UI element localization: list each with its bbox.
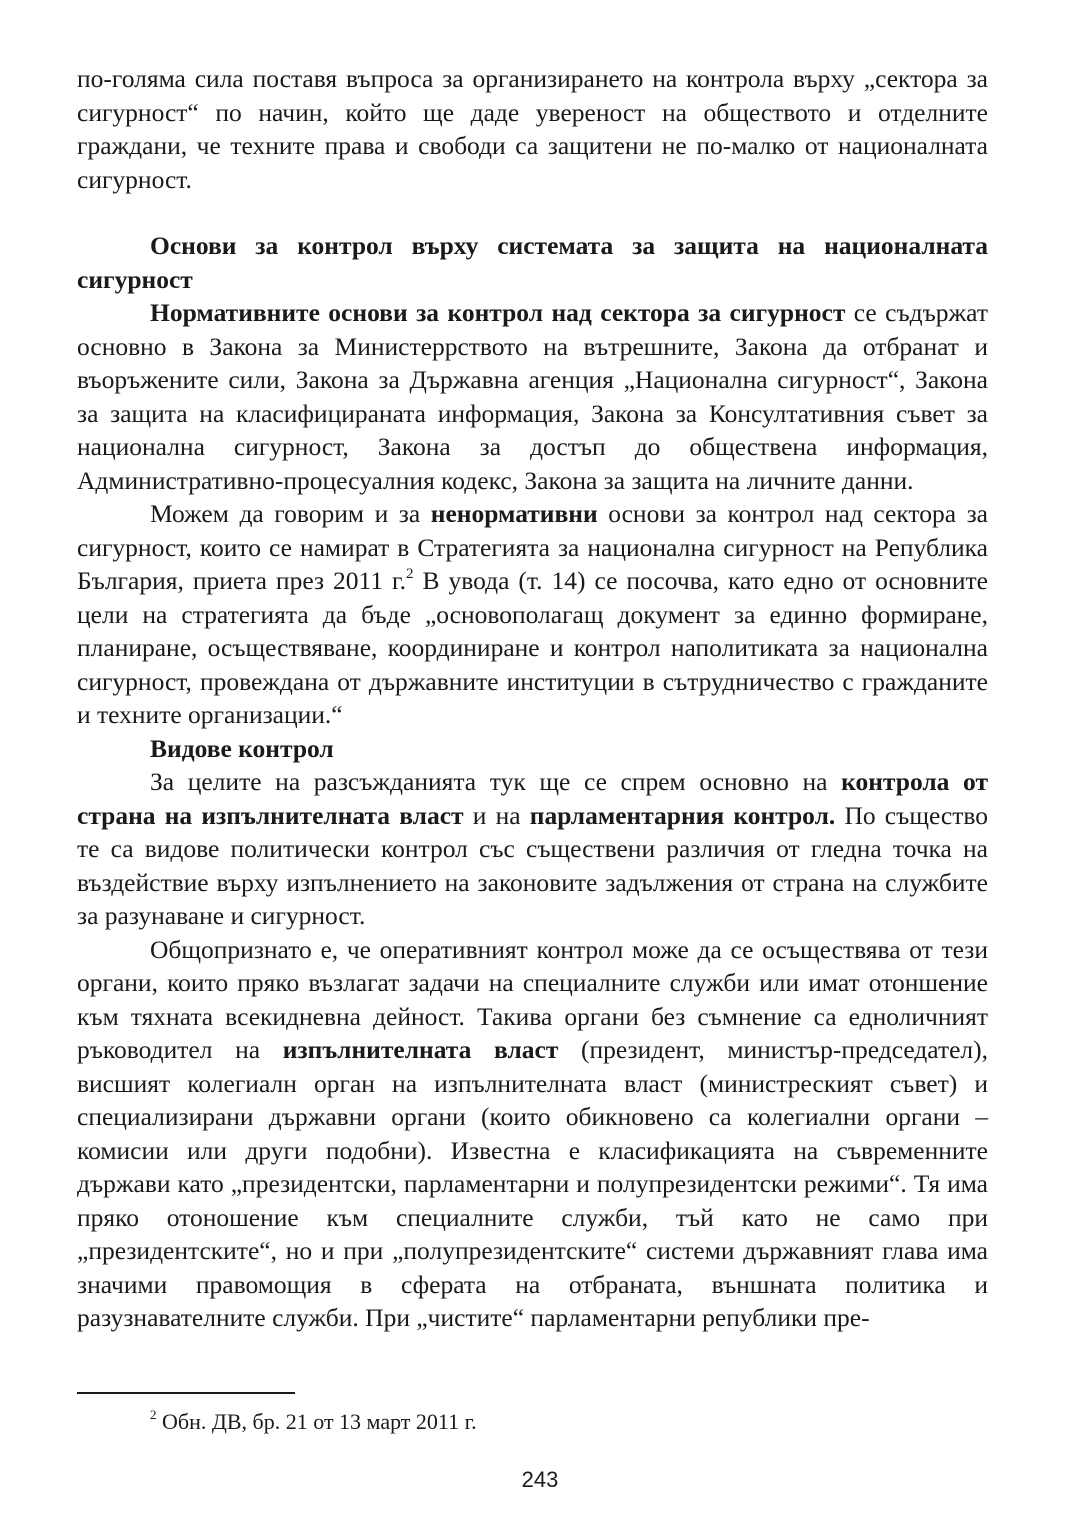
bold-phrase: ненормативни bbox=[430, 499, 598, 528]
footnote bbox=[150, 1408, 477, 1436]
bold-phrase: парламентарния контрол. bbox=[529, 800, 836, 830]
bold-phrase: контрола от страна на изпълнителната власт bbox=[77, 767, 988, 830]
section-heading-types-of-control: Видове контрол bbox=[150, 733, 334, 763]
footnote-text: Обн. ДВ, бр. 21 от 13 март 2011 г. bbox=[156, 1409, 477, 1434]
paragraph-non-normative-basis bbox=[77, 497, 988, 732]
paragraph-operational-control bbox=[77, 933, 988, 1335]
paragraph-text: За целите на разсъжданията тук ще се спрем основно на bbox=[150, 767, 842, 796]
page-body bbox=[77, 62, 988, 1335]
paragraph-normative-basis bbox=[77, 296, 988, 497]
bold-phrase: изпълнителната власт bbox=[282, 1035, 559, 1064]
paragraph-text: По същество те са видове политически контрол със съществени различия от гледна точка на въздействие върху изпълнението на законовите задължения от страна на службите за разунаване и сигурност. bbox=[77, 800, 988, 930]
paragraph-types-of-control bbox=[77, 765, 988, 933]
paragraph-text: Можем да говорим и за bbox=[150, 499, 431, 528]
paragraph-text: се съдържат основно в Закона за Министеррството на вътрешните, Закона да отбранат и въоръжените сили, Закона за Държавна агенция „Национална сигурност“, Закона за защита на класифицираната информация, Закона за Консултативния съвет за национална сигурност, Закона за достъп до обществена информация, Административно-процесуалния кодекс, Закона за защита на личните данни. bbox=[77, 298, 988, 495]
bold-phrase: Нормативните основи за контрол над сектора за сигурност bbox=[150, 298, 846, 327]
paragraph-text: и на bbox=[463, 800, 530, 830]
footnote-separator bbox=[77, 1392, 295, 1394]
paragraph-gap bbox=[77, 196, 988, 229]
section-heading-basis-of-control: Основи за контрол върху системата за защита на националната сигурност bbox=[77, 231, 988, 294]
paragraph-text: В увода (т. 14) се посочва, като едно от основните цели на стратегията да бъде „основополагащ документ за единно формиране, планиране, осъществяване, координиране и контрол наполитиката за национална сигурност, провеждана от държавните институции в сътрудничество с гражданите и техните организации.“ bbox=[77, 566, 988, 729]
paragraph-text: Общопризнато е, че оперативният контрол може да се осъществява от тези органи, които пряко възлагат задачи на специалните служби или имат отоншение към тяхната всекидневна дейност. Такива органи без съмнение са едноличният ръководител на bbox=[77, 934, 988, 1064]
footnote-number: 2 bbox=[150, 1406, 157, 1422]
paragraph-text: основи за контрол над сектора за сигурност, които се намират в Стратегията за национална сигурност на Република България, приета през 2011 г. bbox=[77, 499, 988, 595]
page-number: 243 bbox=[521, 1467, 559, 1492]
footnote-reference: 2 bbox=[406, 565, 414, 582]
paragraph-1: по-голяма сила поставя въпроса за организирането на контрола върху „сектора за сигурност“ по начин, който ще даде увереност на обществото и отделните граждани, че техните права и свободи са защитени не по-малко от националната сигурност. bbox=[77, 64, 988, 194]
paragraph-text: (президент, министър-председател), висшият колегиалн орган на изпълнителната власт (министреският съвет) и специализирани държавни органи (които обикновено са колегиални органи – комисии или други подобни). Известна е класификацията на съвременните държави като „президентски, парламентарни и полупрезидентски режими“. Тя има пряко отоношение към специалните служби, тъй като не само при „президентските“, но и при „полупрезидентските“ системи държавният глава има значими правомощия в сферата на отбраната, външната политика и разузнавателните служби. При „чистите“ парламентарни републики пре- bbox=[77, 1035, 988, 1332]
